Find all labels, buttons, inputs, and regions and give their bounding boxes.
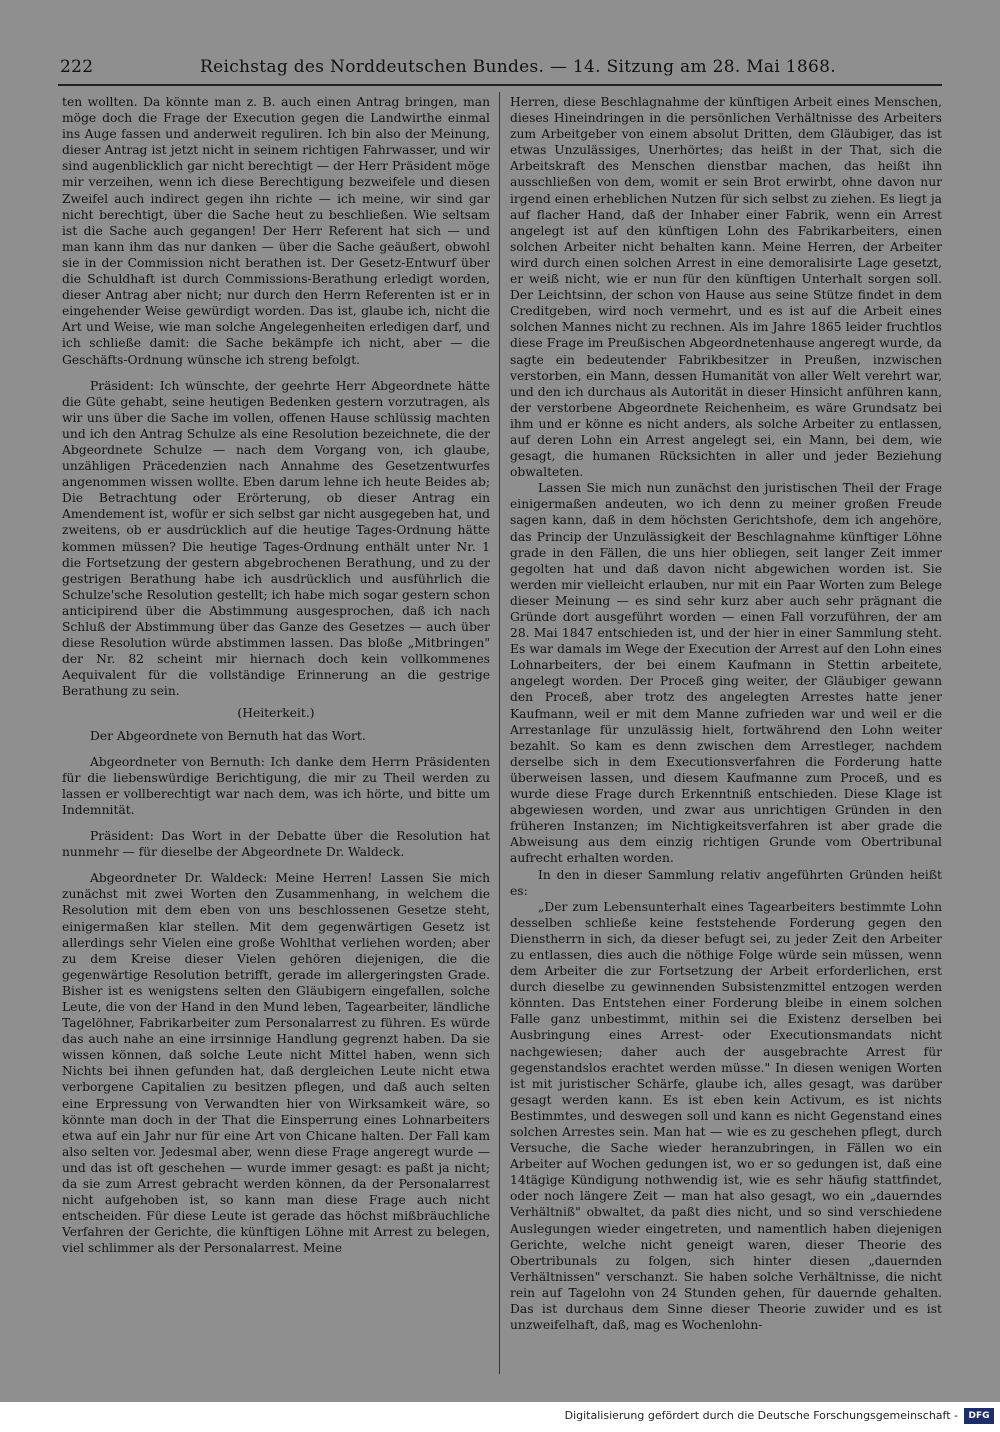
paragraph: Präsident: Ich wünschte, der geehrte Herr Abgeordnete hätte die Güte gehabt, seine heutigen Bedenken gestern vorzutragen, als wir uns über die Sache im vollen, offenen Hause schlüssig machten und ich den Antrag Schulze als eine Resolution bezeichnete, die der Abgeordnete Schulze — nach dem Vorgang von, ich glaube, unzähligen Präcedenzien nach Annahme des Gesetzentwurfes angenommen wissen wollte. Eben darum lehne ich heute Beides ab; Die Betrachtung oder Erörterung, ob dieser Antrag ein Amendement ist, wofür er sich selbst gar nicht ausgegeben hat, und zweitens, ob er ausdrücklich auf die heutige Tages-Ordnung hätte kommen müssen? Die heutige Tages-Ordnung enthält unter Nr. 1 die Fortsetzung der gestern abgebrochenen Berathung, und zu der gestrigen Berathung habe ich ausdrücklich und ausführlich die Schulze'sche Resolution gestellt; ich habe mich sogar gestern schon anticipirend über die Abstimmung ausgesprochen, daß ich nach Schluß der Abstimmung über das Ganze des Gesetzes — auch über diese Resolution würde abstimmen lassen. Das bloße „Mitbringen" der Nr. 82 scheint mir hiernach doch kein vollkommenes Aequivalent für die vollständige Erinnerung an die gestrige Berathung zu sein. bbox=[62, 378, 490, 699]
paragraph: ten wollten. Da könnte man z. B. auch einen Antrag bringen, man möge doch die Frage der Execution gegen die Landwirthe einmal ins Auge fassen und anderweit reguliren. Ich bin also der Meinung, dieser Antrag ist jetzt nicht in seinem richtigen Fahrwasser, und wir sind augenblicklich gar nicht berechtigt — der Herr Präsident möge mir verzeihen, wenn ich diese Berechtigung bezweifele und diesen Zweifel auch indirect gegen ihn richte — ich meine, wir sind gar nicht berechtigt, über die Sache heut zu beschließen. Wie seltsam ist die Sache auch gegangen! Der Herr Referent hat sich — und man kann ihm das nur danken — über die Sache geäußert, obwohl sie in der Commission nicht berathen ist. Der Gesetz-Entwurf über die Schuldhaft ist durch Commissions-Berathung erledigt worden, dieser Antrag aber nicht; nur durch den Herrn Referenten ist er in eingehender Weise gewürdigt worden. Das ist, glaube ich, nicht die Art und Weise, wie man solche Angelegenheiten erledigen darf, und ich schließe damit: die Sache bekämpfe ich nicht, aber — die Geschäfts-Ordnung wünsche ich streng befolgt. bbox=[62, 95, 490, 367]
paragraph: Abgeordneter von Bernuth: Ich danke dem Herrn Präsidenten für die liebenswürdige Berichtigung, die mir zu Theil werden zu lassen er vollberechtigt war nach dem, was ich hörte, und bitte um Indemnität. bbox=[62, 754, 490, 817]
column-divider bbox=[499, 92, 500, 1374]
paragraph: Abgeordneter Dr. Waldeck: Meine Herren! Lassen Sie mich zunächst mit zwei Worten den Zusammenhang, in welchem die Resolution mit dem eben von uns beschlossenen Gesetze steht, einigermaßen klar stellen. Mit dem gegenwärtigen Gesetz ist allerdings sehr Vielen eine große Wohlthat verliehen worden; aber zu dem Kreise dieser Vielen gehören diejenigen, die die gegenwärtige Resolution betrifft, gerade im allergeringsten Grade. Bisher ist es wenigstens selten den Gläubigern eingefallen, solche Leute, die von der Hand in den Mund leben, Tagearbeiter, ländliche Tagelöhner, Fabrikarbeiter zum Personalarrest zu führen. Es würde das auch nahe an eine irrsinnige Handlung gegrenzt haben. Da sie wissen können, daß solche Leute nicht Mittel haben, wenn sich Nichts bei ihnen gefunden hat, daß dergleichen Leute nicht etwa verborgene Capitalien zu besitzen pflegen, und daß auch selten eine Erpressung von Verwandten hier von Wirksamkeit wäre, so könnte man doch in der That die Einsperrung eines Lohnarbeiters etwa auf ein Jahr nur für eine Art von Chicane halten. Der Fall kam also selten vor. Jedesmal aber, wenn diese Frage angeregt wurde — und das ist oft geschehen — wurde immer gesagt: es paßt ja nicht; da sie zum Arrest gebracht werden können, da der Personalarrest nicht aufgehoben ist, so kann man diese Frage auch nicht entscheiden. Für diese Leute ist gerade das höchst mißbräuchliche Verfahren der Gerichte, die künftigen Löhne mit Arrest zu belegen, viel schlimmer als der Personalarrest. Meine bbox=[62, 871, 490, 1256]
paragraph: Herren, diese Beschlagnahme der künftigen Arbeit eines Menschen, dieses Hineindringen in die persönlichen Verhältnisse des Arbeiters zum Arbeitgeber von einem absolut Dritten, dem Gläubiger, das ist etwas Unzulässiges, Unerhörtes; das heißt in der That, sich die Arbeitskraft des Menschen dienstbar machen, das heißt ihn ausschließen von dem, womit er sein Brot erwirbt, ohne davon nur irgend einen erheblichen Nutzen für sich selbst zu ziehen. Es liegt ja auf flacher Hand, daß der Inhaber einer Fabrik, wenn ein Arrest angelegt ist auf den künftigen Lohn des Fabrikarbeiters, einen solchen Arbeiter nicht behalten kann. Meine Herren, der Arbeiter wird durch einen solchen Arrest in eine demoralisirte Lage gesetzt, er weiß nicht, wie er nun für den künftigen Unterhalt sorgen soll. Der Leichtsinn, der schon von Hause aus seine Stütze findet in dem Creditgeben, wird noch vermehrt, und es ist auf die Arbeit eines solchen Mannes nicht zu rechnen. Als im Jahre 1865 leider fruchtlos diese Frage im Preußischen Abgeordnetenhause angeregt wurde, da sagte ein bedeutender Fabrikbesitzer in Preußen, inzwischen verstorben, ein Mann, dessen Humanität von aller Welt verehrt war, und den ich durchaus als Autorität in dieser Hinsicht anführen kann, der verstorbene Abgeordnete Reichenheim, es wäre Grundsatz bei ihm und er könne es nicht anders, als solche Arbeiter zu entlassen, auf deren Lohn ein Arrest angelegt sei, ein Mann, bei dem, wie gesagt, die humanen Rücksichten in aller und jeder Beziehung obwalteten. bbox=[510, 95, 942, 480]
left-column bbox=[62, 94, 490, 1374]
dfg-logo: DFG bbox=[964, 1408, 994, 1424]
interjection: (Heiterkeit.) bbox=[237, 706, 315, 721]
paragraph: Der Abgeordnete von Bernuth hat das Wort. bbox=[90, 728, 366, 743]
running-title: Reichstag des Norddeutschen Bundes. — 14. Sitzung am 28. Mai 1868. bbox=[200, 57, 836, 77]
funding-notice: Digitalisierung gefördert durch die Deutsche Forschungsgemeinschaft - bbox=[564, 1409, 958, 1422]
paragraph: Präsident: Das Wort in der Debatte über die Resolution hat nunmehr — für dieselbe der Abgeordnete Dr. Waldeck. bbox=[62, 829, 490, 860]
paragraph: Lassen Sie mich nun zunächst den juristischen Theil der Frage einigermaßen andeuten, wo ich denn zu meiner großen Freude sagen kann, daß in dem höchsten Gerichtshofe, dem ich angehöre, das Princip der Unzulässigkeit der Beschlagnahme künftiger Löhne grade in den Fällen, die uns hier obliegen, seit langer Zeit immer gegolten hat und daß davon nicht abgewichen worden ist. Sie werden mir vielleicht erlauben, nur mit ein Paar Worten zum Belege dieser Meinung — es sind sehr kurz aber auch sehr prägnant die Gründe dort ausgeführt worden — einen Fall vorzuführen, der am 28. Mai 1847 entschieden ist, und der hier in einer Sammlung steht. Es war damals im Wege der Execution der Arrest auf den Lohn eines Lohnarbeiters, der bei einem Kaufmann in Stettin arbeitete, angelegt worden. Der Proceß ging weiter, der Gläubiger gewann den Proceß, aber trotz des angelegten Arrestes hatte jener Kaufmann, weil er mit dem Manne zufrieden war und weil er die Arrestanlage für unzulässig hielt, fortwährend den Lohn weiter bezahlt. So kam es denn zwischen dem Arrestleger, nachdem derselbe sich in dem Executionsverfahren die Forderung hatte überweisen lassen, und diesem Kaufmanne zum Proceß, und es wurde diese Frage durch Erkenntniß entschieden. Diese Klage ist abgewiesen worden, und zwar aus unrichtigen Gründen in den früheren Instanzen; im Nichtigkeitsverfahren ist aber grade die Abweisung aus dem einzig richtigen Grunde vom Obertribunal aufrecht erhalten worden. bbox=[510, 481, 942, 866]
paragraph: In den in dieser Sammlung relativ angeführten Gründen heißt es: bbox=[510, 867, 942, 898]
right-column bbox=[510, 94, 942, 1374]
page-header bbox=[60, 52, 940, 82]
quotation-paragraph: „Der zum Lebensunterhalt eines Tagearbeiters bestimmte Lohn desselben schließe keine feststehende Forderung gegen den Dienstherrn in sich, da dieser befugt sei, zu jeder Zeit den Arbeiter zu entlassen, dies auch die nöthige Folge würde sein müssen, wenn dem Arbeiter die zur Fortsetzung der Arbeit erforderlichen, erst durch dieselbe zu gewinnenden Subsistenzmittel entzogen werden könnten. Das Entstehen einer Forderung bleibe in einem solchen Falle ganz unbestimmt, mithin sei die Existenz derselben bei Ausbringung eines Arrest- oder Executionsmandats nicht nachgewiesen; daher auch der ausgebrachte Arrest für gegenstandslos erachtet werden müsse." In diesen wenigen Worten ist mit juristischer Schärfe, glaube ich, alles gesagt, was darüber gesagt werden kann. Es ist eben kein Activum, es ist nichts Bestimmtes, und deswegen soll und kann es nicht Gegenstand eines solchen Arrestes sein. Man hat — wie es zu geschehen pflegt, durch Versuche, die Sache wieder heranzubringen, in Fällen wo ein Arbeiter auf Wochen gedungen ist, wo er so gedungen ist, daß eine 14tägige Kündigung nothwendig ist, wie es sehr häufig stattfindet, oder noch längere Zeit — man hat also gesagt, wo ein „dauerndes Verhältniß" obwaltet, da paßt dies nicht, und so sind verschiedene Auslegungen wieder eingetreten, und namentlich haben diejenigen Gerichte, welche nicht geneigt waren, dieser Theorie des Obertribunals zu folgen, sich hinter diesen „dauernden Verhältnissen" verschanzt. Sie haben solche Verhältnisse, die nicht rein auf Tagelohn von 24 Stunden gehen, für dauernde gehalten. Das ist durchaus dem Sinne dieser Theorie zuwider und es ist unzweifelhaft, daß, mag es Wochenlohn- bbox=[510, 899, 942, 1333]
header-rule bbox=[58, 84, 942, 86]
page-number: 222 bbox=[60, 57, 94, 77]
footer-bar bbox=[0, 1402, 1000, 1432]
